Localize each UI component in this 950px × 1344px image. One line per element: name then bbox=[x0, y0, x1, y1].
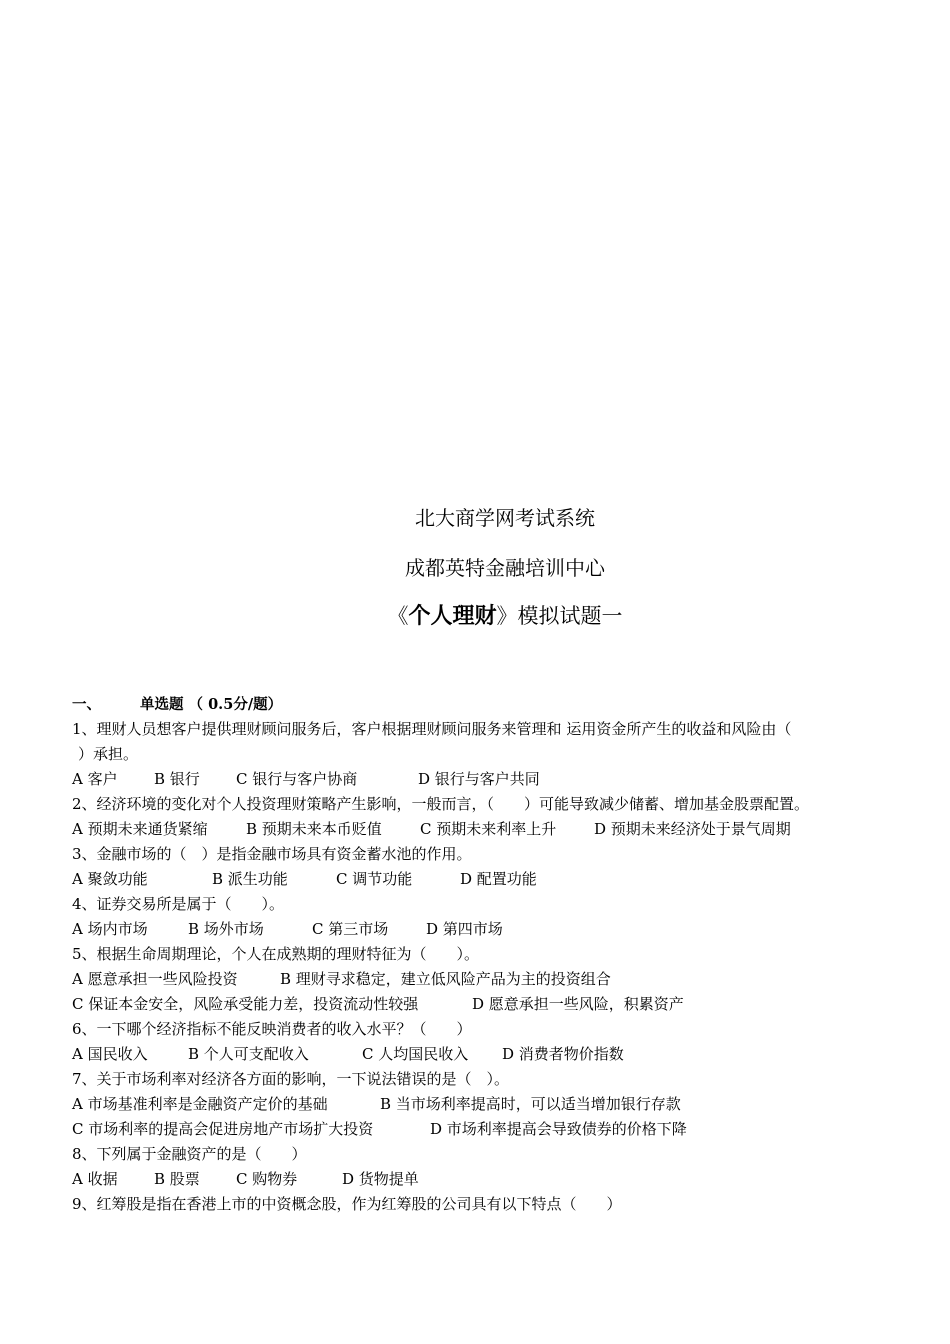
question-stem: 2、经济环境的变化对个人投资理财策略产生影响，一般而言，（ ）可能导致减少储蓄、增加基金股票配置。 bbox=[72, 795, 810, 813]
header-line-3-bold: 个人理财 bbox=[408, 603, 497, 629]
option-b: B 场外市场 bbox=[188, 920, 264, 938]
option-row bbox=[72, 1117, 912, 1142]
option-a: A 愿意承担一些风险投资 bbox=[72, 970, 238, 988]
question-stem: 5、根据生命周期理论，个人在成熟期的理财特征为（ ）。 bbox=[72, 945, 480, 963]
option-row bbox=[72, 817, 912, 842]
header-line-3-post: 》模拟试题一 bbox=[496, 604, 623, 628]
option-a: A 场内市场 bbox=[72, 920, 148, 938]
option-a: A 收据 bbox=[72, 1170, 118, 1188]
option-d: D 配置功能 bbox=[460, 870, 537, 888]
option-d: D 货物提单 bbox=[342, 1170, 419, 1188]
option-row bbox=[72, 992, 912, 1017]
option-row bbox=[72, 867, 912, 892]
option-c: C 调节功能 bbox=[336, 870, 413, 888]
question-stem: 3、金融市场的（ ）是指金融市场具有资金蓄水池的作用。 bbox=[72, 845, 472, 863]
section-heading bbox=[72, 692, 912, 717]
section-number: 一、 bbox=[72, 696, 101, 713]
option-d: D 预期未来经济处于景气周期 bbox=[594, 820, 791, 838]
question-stem: 9、红筹股是指在香港上市的中资概念股，作为红筹股的公司具有以下特点（ ） bbox=[72, 1195, 622, 1213]
option-a: A 预期未来通货紧缩 bbox=[72, 820, 208, 838]
option-c: C 人均国民收入 bbox=[362, 1045, 469, 1063]
header-line-1: 北大商学网考试系统 bbox=[415, 506, 595, 530]
question-stem: 1、理财人员想客户提供理财顾问服务后，客户根据理财顾问服务来管理和 运用资金所产生的收益和风险由（ bbox=[72, 720, 792, 738]
option-row bbox=[72, 917, 912, 942]
option-c: C 购物券 bbox=[236, 1170, 298, 1188]
question-stem: 4、证券交易所是属于（ ）。 bbox=[72, 895, 285, 913]
option-c: C 保证本金安全，风险承受能力差，投资流动性较强 bbox=[72, 995, 419, 1013]
option-d: D 消费者物价指数 bbox=[502, 1045, 624, 1063]
header-line-2: 成都英特金融培训中心 bbox=[405, 556, 605, 580]
option-d: D 银行与客户共同 bbox=[418, 770, 540, 788]
question-list bbox=[72, 692, 912, 1217]
option-row bbox=[72, 1167, 912, 1192]
question-stem-continued: ）承担。 bbox=[78, 745, 139, 763]
option-b: B 派生功能 bbox=[212, 870, 288, 888]
option-a: A 市场基准利率是金融资产定价的基础 bbox=[72, 1095, 328, 1113]
option-d: D 第四市场 bbox=[426, 920, 503, 938]
option-row bbox=[72, 1042, 912, 1067]
option-c: C 银行与客户协商 bbox=[236, 770, 358, 788]
option-b: B 预期未来本币贬值 bbox=[246, 820, 382, 838]
header-line-3-pre: 《 bbox=[387, 604, 409, 628]
option-b: B 银行 bbox=[154, 770, 200, 788]
option-a: A 国民收入 bbox=[72, 1045, 148, 1063]
option-c: C 市场利率的提高会促进房地产市场扩大投资 bbox=[72, 1120, 374, 1138]
option-row bbox=[72, 767, 912, 792]
option-b: B 理财寻求稳定，建立低风险产品为主的投资组合 bbox=[280, 970, 611, 988]
option-b: B 股票 bbox=[154, 1170, 200, 1188]
option-d: D 市场利率提高会导致债券的价格下降 bbox=[430, 1120, 687, 1138]
option-a: A 客户 bbox=[72, 770, 118, 788]
option-row bbox=[72, 967, 912, 992]
option-d: D 愿意承担一些风险，积累资产 bbox=[472, 995, 684, 1013]
option-c: C 第三市场 bbox=[312, 920, 389, 938]
option-row bbox=[72, 1092, 912, 1117]
option-b: B 当市场利率提高时，可以适当增加银行存款 bbox=[380, 1095, 681, 1113]
option-c: C 预期未来利率上升 bbox=[420, 820, 557, 838]
section-title: 单选题 （ 0.5分/题） bbox=[140, 696, 283, 713]
header-line-3 bbox=[30, 604, 950, 628]
question-stem: 6、一下哪个经济指标不能反映消费者的收入水平？（ ） bbox=[72, 1020, 472, 1038]
option-a: A 聚敛功能 bbox=[72, 870, 148, 888]
option-b: B 个人可支配收入 bbox=[188, 1045, 309, 1063]
question-stem: 7、关于市场利率对经济各方面的影响，一下说法错误的是（ ）。 bbox=[72, 1070, 510, 1088]
question-stem: 8、下列属于金融资产的是（ ） bbox=[72, 1145, 307, 1163]
